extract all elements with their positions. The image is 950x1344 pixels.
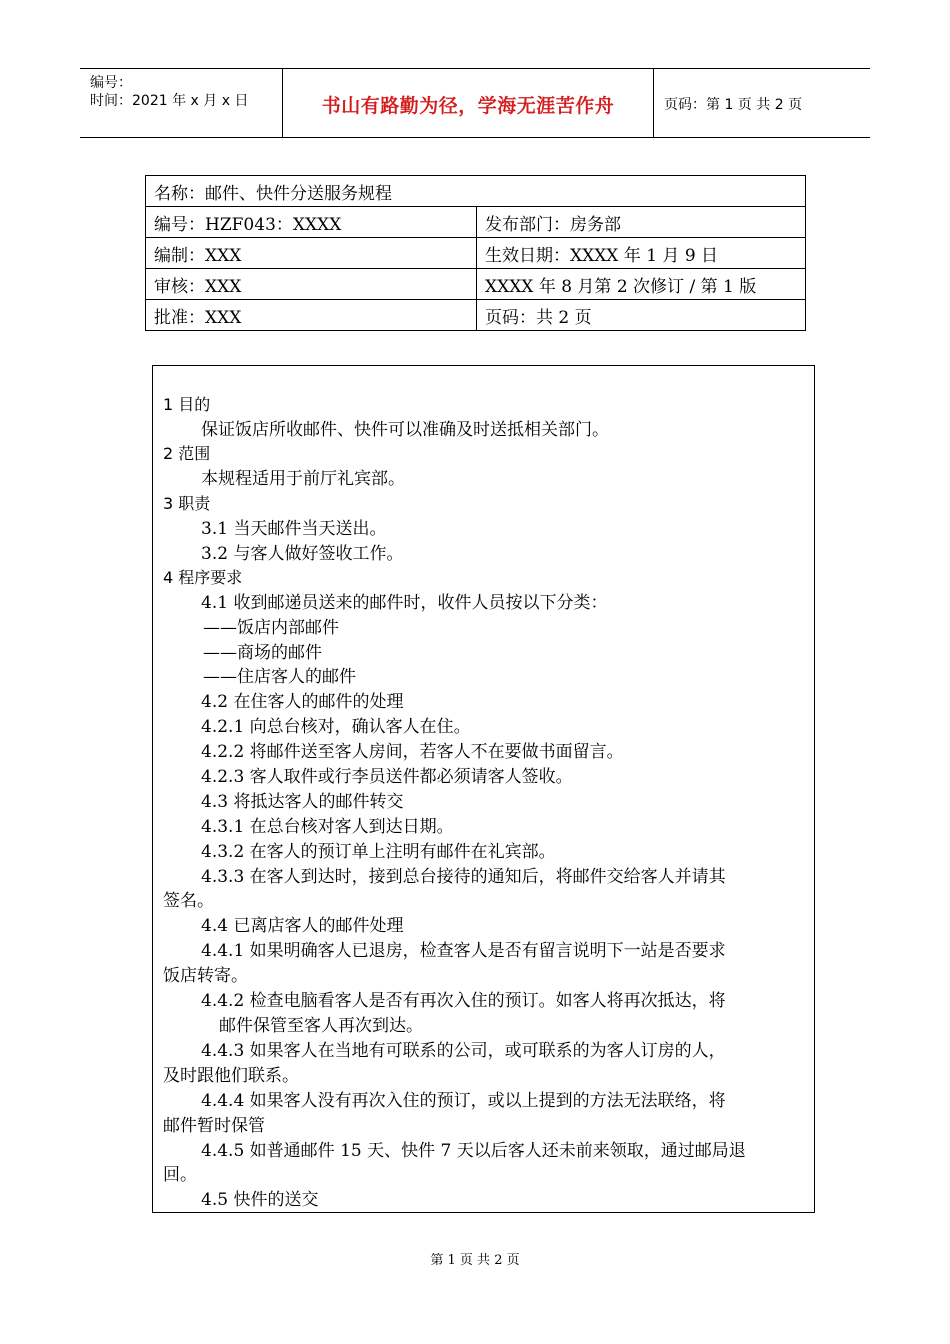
table-row xyxy=(146,207,806,238)
doc-number-cell: 编号：HZF043：XXXX xyxy=(146,207,477,238)
paragraph-line: 4.1 收到邮递员送来的邮件时，收件人员按以下分类： xyxy=(201,593,608,613)
paragraph-line: 4.2.1 向总台核对，确认客人在住。 xyxy=(201,717,471,737)
paragraph-line: 本规程适用于前厅礼宾部。 xyxy=(201,469,405,489)
paragraph-line: 3.1 当天邮件当天送出。 xyxy=(201,519,387,539)
paragraph-line: 4.5 快件的送交 xyxy=(201,1190,319,1210)
header-number-label: 编号： xyxy=(90,75,132,91)
section-heading: 2 范围 xyxy=(163,444,211,463)
paragraph-line: 4.2 在住客人的邮件的处理 xyxy=(201,692,404,712)
paragraph-line: 签名。 xyxy=(163,891,214,911)
page-footer: 第 1 页 共 2 页 xyxy=(430,1253,520,1268)
paragraph-line: 4.4.2 检查电脑看客人是否有再次入住的预订。如客人将再次抵达，将 xyxy=(201,991,726,1011)
paragraph-line: 4.4.4 如果客人没有再次入住的预订，或以上提到的方法无法联络，将 xyxy=(201,1091,726,1111)
paragraph-line: 4.4.1 如果明确客人已退房，检查客人是否有留言说明下一站是否要求 xyxy=(201,941,726,961)
doc-name-cell: 名称：邮件、快件分送服务规程 xyxy=(146,176,806,207)
header-motto: 书山有路勤为径，学海无涯苦作舟 xyxy=(321,95,615,117)
paragraph-line: 邮件暂时保管 xyxy=(163,1116,265,1136)
section-heading: 4 程序要求 xyxy=(163,568,243,587)
section-heading: 3 职责 xyxy=(163,494,211,513)
revision-cell: XXXX 年 8 月第 2 次修订 / 第 1 版 xyxy=(477,269,806,300)
paragraph-line: 4.3.1 在总台核对客人到达日期。 xyxy=(201,817,454,837)
paragraph-line: 回。 xyxy=(163,1165,197,1185)
paragraph-line: 4.4 已离店客人的邮件处理 xyxy=(201,916,404,936)
list-item: ——饭店内部邮件 xyxy=(203,618,339,638)
paragraph-line: 及时跟他们联系。 xyxy=(163,1066,299,1086)
paragraph-line: 保证饭店所收邮件、快件可以准确及时送抵相关部门。 xyxy=(201,420,609,440)
paragraph-line: 4.3 将抵达客人的邮件转交 xyxy=(201,792,404,812)
paragraph-line: 3.2 与客人做好签收工作。 xyxy=(201,544,404,564)
document-header xyxy=(80,68,870,138)
header-motto-cell xyxy=(283,69,654,137)
compiled-by-cell: 编制：XXX xyxy=(146,238,477,269)
header-time-label: 时间：2021 年 x 月 x 日 xyxy=(90,93,249,109)
table-row xyxy=(146,176,806,207)
paragraph-line: 4.3.2 在客人的预订单上注明有邮件在礼宾部。 xyxy=(201,842,556,862)
section-heading: 1 目的 xyxy=(163,395,211,414)
table-row xyxy=(146,269,806,300)
reviewed-by-cell: 审核：XXX xyxy=(146,269,477,300)
paragraph-line: 4.3.3 在客人到达时，接到总台接待的通知后，将邮件交给客人并请其 xyxy=(201,867,726,887)
effective-date-cell: 生效日期：XXXX 年 1 月 9 日 xyxy=(477,238,806,269)
procedure-content xyxy=(152,365,815,1213)
header-page-label: 页码：第 1 页 共 2 页 xyxy=(664,97,803,113)
info-table xyxy=(145,175,806,331)
paragraph-line: 4.4.3 如果客人在当地有可联系的公司，或可联系的为客人订房的人， xyxy=(201,1041,726,1061)
table-row xyxy=(146,238,806,269)
list-item: ——商场的邮件 xyxy=(203,643,322,663)
paragraph-line: 饭店转寄。 xyxy=(163,966,248,986)
list-item: ——住店客人的邮件 xyxy=(203,667,356,687)
issuing-dept-cell: 发布部门：房务部 xyxy=(477,207,806,238)
paragraph-line: 4.4.5 如普通邮件 15 天、快件 7 天以后客人还未前来领取，通过邮局退 xyxy=(201,1141,746,1161)
paragraph-line: 4.2.3 客人取件或行李员送件都必须请客人签收。 xyxy=(201,767,573,787)
table-row xyxy=(146,300,806,331)
header-meta xyxy=(80,69,283,137)
pages-cell: 页码：共 2 页 xyxy=(477,300,806,331)
approved-by-cell: 批准：XXX xyxy=(146,300,477,331)
paragraph-line: 4.2.2 将邮件送至客人房间，若客人不在要做书面留言。 xyxy=(201,742,624,762)
header-page-cell xyxy=(654,69,870,137)
paragraph-line: 邮件保管至客人再次到达。 xyxy=(219,1016,423,1036)
